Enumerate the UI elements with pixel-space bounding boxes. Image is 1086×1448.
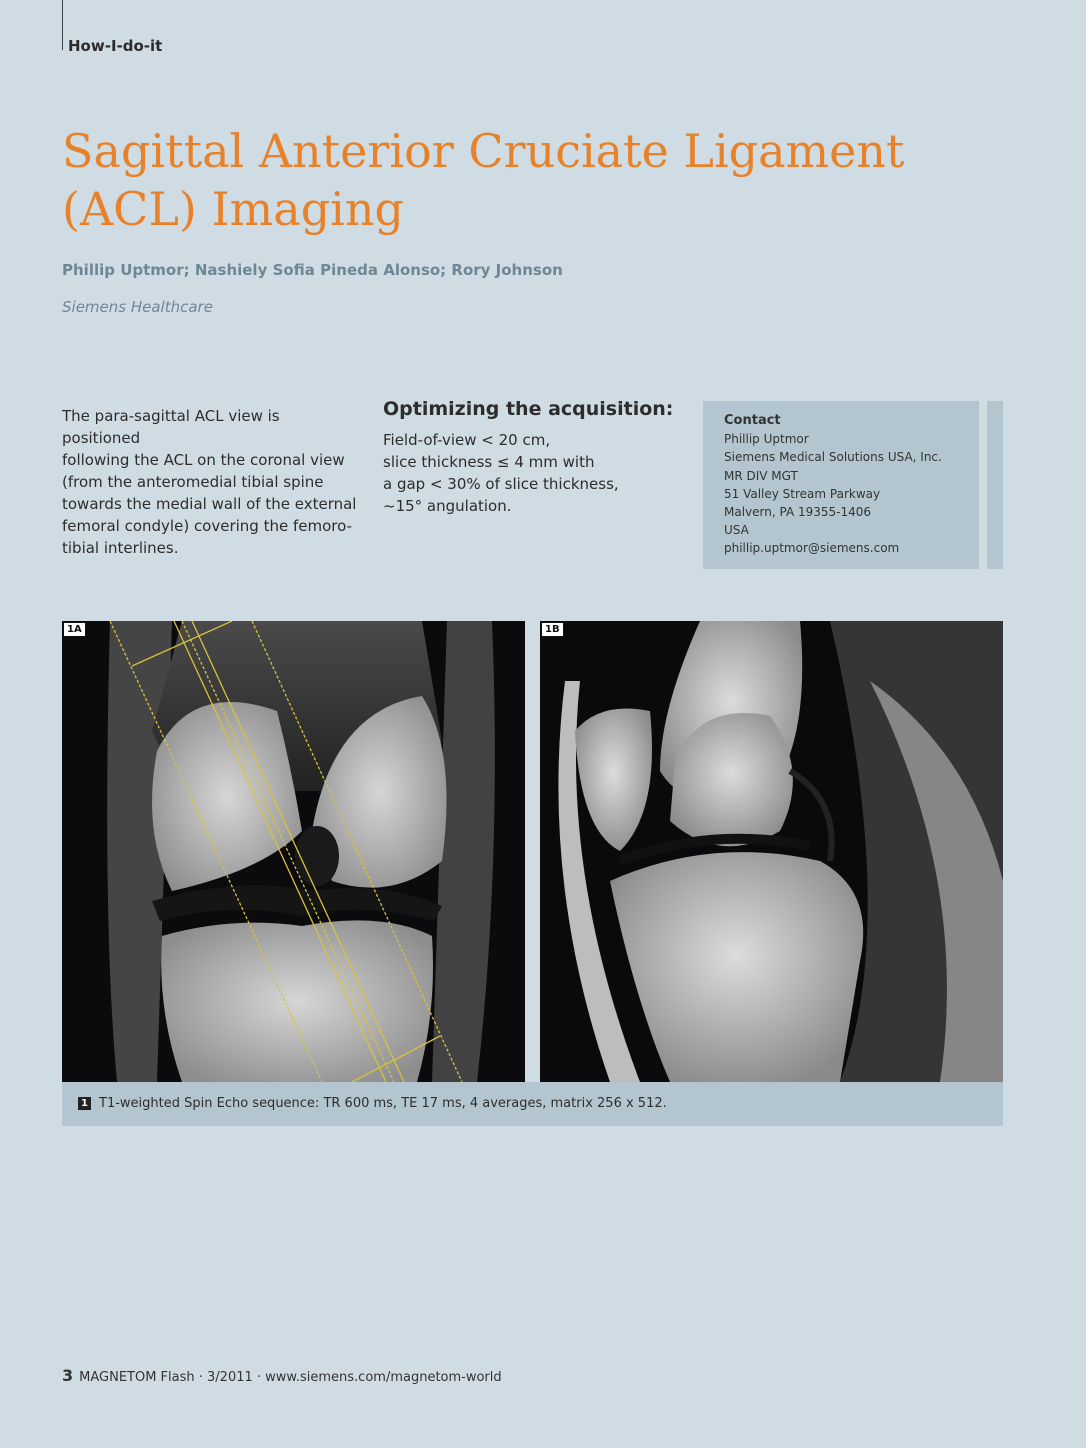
intro-line: tibial interlines. (62, 539, 179, 557)
intro-line: femoral condyle) covering the femoro- (62, 517, 352, 535)
contact-tab (987, 401, 1003, 569)
contact-street: 51 Valley Stream Parkway (724, 486, 881, 501)
intro-line: The para-sagittal ACL view is positioned (62, 407, 280, 447)
title-line-2: (ACL) Imaging (62, 182, 404, 236)
figure-1a-coronal-mri (62, 621, 525, 1082)
figure-1a-label: 1A (63, 622, 86, 637)
article-title (62, 122, 962, 238)
title-line-1: Sagittal Anterior Cruciate Ligament (62, 124, 905, 178)
intro-line: (from the anteromedial tibial spine (62, 473, 324, 491)
caption-text: T1-weighted Spin Echo sequence: TR 600 ms, TE 17 ms, 4 averages, matrix 256 x 512. (99, 1096, 667, 1111)
affiliation: Siemens Healthcare (62, 298, 213, 316)
contact-heading: Contact (724, 413, 781, 428)
intro-line: following the ACL on the coronal view (62, 451, 345, 469)
contact-dept: MR DIV MGT (724, 468, 798, 483)
sagittal-mri-image (540, 621, 1003, 1082)
section-rule (62, 0, 63, 50)
footer (62, 1366, 502, 1385)
optimizing-heading: Optimizing the acquisition: (383, 398, 674, 420)
optimizing-line: slice thickness ≤ 4 mm with (383, 453, 595, 471)
optimizing-line: ~15° angulation. (383, 497, 512, 515)
page-number: 3 (62, 1366, 74, 1385)
authors: Phillip Uptmor; Nashiely Sofia Pineda Alonso; Rory Johnson (62, 261, 563, 279)
contact-box (703, 401, 979, 569)
section-label: How-I-do-it (68, 37, 163, 55)
contact-email[interactable]: phillip.uptmor@siemens.com (724, 541, 900, 556)
figure-1b-sagittal-mri (540, 621, 1003, 1082)
footer-text: MAGNETOM Flash · 3/2011 · www.siemens.com/magnetom-world (79, 1370, 502, 1385)
contact-city: Malvern, PA 19355-1406 (724, 505, 872, 520)
intro-line: towards the medial wall of the external (62, 495, 357, 513)
optimizing-line: a gap < 30% of slice thickness, (383, 475, 619, 493)
optimizing-text (383, 429, 683, 517)
contact-country: USA (724, 523, 749, 538)
figure-1b-label: 1B (541, 622, 564, 637)
caption-number-badge: 1 (78, 1097, 91, 1110)
contact-company: Siemens Medical Solutions USA, Inc. (724, 450, 942, 465)
intro-paragraph (62, 405, 362, 559)
contact-name: Phillip Uptmor (724, 432, 809, 447)
coronal-mri-image (62, 621, 525, 1082)
optimizing-line: Field-of-view < 20 cm, (383, 431, 551, 449)
figure-caption (62, 1082, 1003, 1126)
